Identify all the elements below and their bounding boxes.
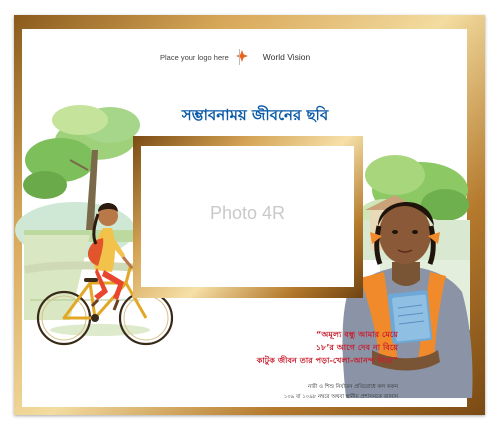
brand-name: World Vision [262, 52, 311, 62]
quote-line: “অমূল্য বন্ধু আমার মেয়ে [315, 329, 398, 339]
world-vision-logo [250, 52, 310, 62]
headline: সম্ভাবনাময় জীবনের ছবি [181, 106, 329, 124]
helpline-footer [200, 382, 398, 402]
photo-placeholder[interactable] [141, 146, 354, 287]
logo-bar [160, 50, 310, 64]
logo-divider [239, 49, 240, 65]
quote-block [218, 328, 398, 367]
footer-line: নারী ও শিশু নির্যাতন প্রতিরোধে কল করুন [307, 384, 398, 390]
quote-line: ১৮’র আগে দেব না বিয়ে [315, 342, 398, 352]
footer-line: ১০৯ বা ১০৯৮ নম্বরে অথবা স্থানীয় প্রশাসনকে জানান [283, 394, 398, 400]
logo-placeholder-text: Place your logo here [160, 52, 229, 62]
photo-label: Photo 4R [209, 203, 286, 223]
left-landscape [15, 105, 150, 336]
quote-line: কাটুক জীবন তার পড়া-খেলা-আনন্দ নিয়ে” [256, 355, 398, 365]
